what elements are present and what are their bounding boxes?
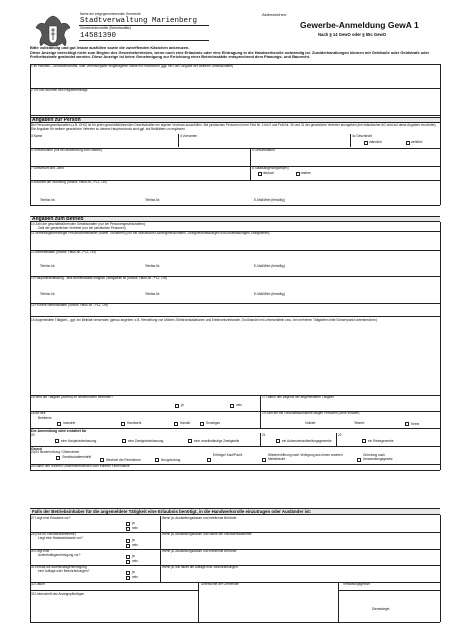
trade-label: Handel [180,421,191,425]
field-13-label: 13 Hauptniederlassung - falls Betriebsstätte lediglich Zweigstelle ist (Straße, Haus-Nr., PLZ, Ort) [31,276,167,280]
restriction-yes-checkbox[interactable] [126,571,130,575]
field-18-label: 18 Art des [31,411,46,415]
field-6-label: 6 Geburtsdatum [252,148,275,152]
partner-entry-checkbox[interactable] [56,456,60,460]
permit-no-checkbox[interactable] [126,527,130,531]
permit-yes-checkbox[interactable] [126,522,130,526]
field-20-label: 20 [31,433,35,437]
founding-checkbox[interactable] [155,458,159,462]
restriction-no-label: nein [132,575,139,579]
field-18b-label: Betriebes [38,416,52,420]
code-caption: Gemeindekennziffer (Betriebsstätte) [80,26,131,30]
field-19-label: 19 Zahl der bei Geschäftsaufnahme tätigen Personen (ohne Inhaber) [262,411,360,415]
machine-label: ein Automatenaufstellungsgewerbe [282,439,332,443]
registered-for-label: Die Anmeldung wird erstattet für [31,429,87,433]
field-28b-label: Liegt eine Handwerkskarte vor? [38,536,83,540]
fax-label-13: Telefax-Nr. [145,292,161,296]
field-4-label: 4 Vornamen [180,134,198,138]
sideline-no-checkbox[interactable] [230,404,234,408]
field-15-label: 15 Angemeldete Tätigkeit – ggf. ein Beiblatt verwenden (genau angeben: z.B. Herstellung von Möbeln, Elektroinstallationen und Elektroeinzelhandel, Großhandel mit Lebensmitteln usw.; bei mehreren Tätigkeiten bitte Schwerpunkt unterstreichen) [31,318,377,322]
misc-label: Sonstiges [206,421,220,425]
field-27-label: 27 Liegt eine Erlaubnis vor? [31,516,71,520]
field-28-label: 28 (Nur für Handwerksbetriebe) [31,532,76,536]
form-title: Gewerbe-Anmeldung GewA 1 [300,20,419,30]
craft-card-yes-checkbox[interactable] [126,539,130,543]
instruction-line2: Diese Anzeige berechtigt nicht zum Beginn des Gewerbebetriebes, wenn noch eine Erlaubnis oder eine Eintragung in die Handwerksrolle notwendig ist. Zuwiderhandlungen können mit Geldbuße oder Geldstrafe oder Freiheitsstrafe geahndet werden. Diese Anzeige ist keine Genehmigung zur Errichtung einer Betriebsstätte entsprechend dem Planungs- und Baurecht. [30,50,430,60]
dependent-branch-label: eine unselbständige Zweigstelle [194,439,240,443]
craft-card-yes-label: ja [132,538,135,542]
craft-checkbox[interactable] [121,422,125,426]
craft-card-no-label: nein [132,543,139,547]
permit-yes-label: ja [132,521,135,525]
authority-caption: Name der entgegennehmenden Gemeinde [80,12,141,16]
field-31b-label: eine Auflage oder Beschränkungen? [38,569,90,573]
file-ref-label: Aktenzeichen: [262,12,288,17]
main-branch-label: eine Hauptniederlassung [61,439,97,443]
fax-label-9: Telefax-Nr. [145,198,161,202]
field-12-label: 12 Betriebsstätte (Straße, Haus-Nr., PLZ, Ort) [31,250,96,254]
reason-label: Grund [31,447,42,451]
field-21-label: 21 [262,433,266,437]
sideline-yes-checkbox[interactable] [175,404,179,408]
field-9-label: 9 Anschrift der Wohnung (Straße, Haus-Nr., PLZ, Ort) [31,180,107,184]
field-30-label: 30 Liegt eine [31,549,50,553]
phone-label-13: Telefon-Nr. [40,292,56,296]
field-30-right: Wenn ja, Ausstellungsdatum und erteilende Behörde: [162,549,238,553]
field-16-label: 16 Wird die Tätigkeit (vorerst) im Nebenerwerb betrieben? [31,395,113,399]
person-note: Bei Personengesellschaften (z.B. OHG) ist für jeden geschäftsführenden Gesellschafter ein eigener Vordruck auszufüllen. Bei juristischen Personen ist bei Feld Nr. 3 bis 9 und Feld Nr. 30 und 31 der gesetzliche Vertreter anzugeben (bei inländischer AG wird auf diese Angaben verzichtet). Die Angaben für weitere gesetzliche Vertreter zu diesem Hauptvordruck sind ggf. auf Beiblättern zu ergänzen. [31,123,437,131]
phone-label-12: Telefon-Nr. [40,264,56,268]
field-30b-label: Aufenthaltsgenehmigung vor? [38,553,81,557]
authority-name[interactable]: Stadtverwaltung Marienberg [80,17,198,25]
partner-entry-label: Gesellschaftereintritt [62,455,92,459]
field-8-label: 8 Staatsangehörigkeit(en) [252,166,289,170]
email-label-13: E-Mail/Web (freiwillig) [254,292,285,296]
inherit-label: Erbfolge/ Kauf/Pacht [213,453,243,457]
field-2-label: 2 Ort und Nummer des Registereintrags [31,88,88,92]
industry-label: Industrie [63,421,76,425]
field-23-label: 23/24 Neuerrichtung / Übernahme [31,450,80,454]
german-label: deutsch [263,171,275,175]
field-11-label: 11 Vertretungsberechtigte Person/Betriebsleiter (Name, Vornamen) (nur bei inländischen Aktiengesellschaften, Zweigniederlassungen und unselbständigen Zweigstellen) [31,231,270,235]
no-staff-checkbox[interactable] [405,422,409,426]
female-label: weiblich [411,140,423,144]
permit-no-label: nein [132,526,139,530]
instruction-line1: Bitte vollständig und gut lesbar ausfüllen sowie die zutreffenden Kästchen ankreuzen. [30,45,190,50]
fax-label-12: Telefax-Nr. [145,264,161,268]
sideline-no-label: nein [236,403,243,407]
code-value[interactable]: 14581390 [80,32,117,40]
other-nationality-label: andere [301,171,311,175]
field-14-label: 14 Frühere Betriebsstätte (Straße, Haus-Nr., PLZ, Ort) [31,303,108,307]
field-28-right: Wenn ja, Ausstellungsdatum und Name der Handwerkskammer: [162,532,253,536]
phone-label-9: Telefon-Nr. [40,198,56,202]
parttime-label: Teilzeit: [354,421,365,425]
trade-checkbox[interactable] [174,422,178,426]
field-27-right: Wenn ja, Ausstellungsdatum und erteilende Behörde: [162,516,238,520]
email-label-12: E-Mail/Web (freiwillig) [254,264,285,268]
field-22-label: 22 [338,433,342,437]
travel-label: ein Reisegewerbe [368,439,394,443]
residence-no-checkbox[interactable] [126,560,130,564]
craft-label: Handwerk [127,421,142,425]
residence-yes-checkbox[interactable] [126,555,130,559]
male-checkbox[interactable] [364,141,368,145]
municipality-signature-label: Unterschrift der Gemeinde: [201,582,240,586]
german-checkbox[interactable] [258,172,262,176]
no-staff-label: Keine [411,422,420,426]
field-32-label: 32 Datum [31,582,45,586]
field-17-label: 17 Datum des Beginns der angemeldeten Tätigkeit [262,395,334,399]
residence-no-label: nein [132,559,139,563]
fulltime-label: Vollzeit: [305,421,316,425]
industry-checkbox[interactable] [57,422,61,426]
field-7-label: 7 Geburtsort und –land [31,166,64,170]
female-checkbox[interactable] [406,141,410,145]
legal-form-change-label: Wechsel der Rechtsform [106,458,141,462]
residence-yes-label: ja [132,554,135,558]
field-10-label: 10 Zahl der geschäftsführenden Gesellschafter (nur bei Personengesellschaften); [31,222,146,226]
restriction-yes-label: ja [132,570,135,574]
founding-label: Neugründung [161,458,181,462]
conversion-checkbox[interactable] [357,458,361,462]
misc-checkbox[interactable] [200,422,204,426]
conversion-label: Gründung nach Umwandlungsgesetz [363,453,393,461]
craft-card-no-checkbox[interactable] [126,544,130,548]
sideline-yes-label: ja [181,403,184,407]
official-seal-label: Dienstsiegel [372,607,390,611]
form-subtitle: Nach § 14 GewO oder § 55c GewO [318,32,386,37]
business-section-title: Angaben zum Betrieb [30,216,440,222]
inherit-checkbox[interactable] [207,458,211,462]
field-5-label: 5 Geburtsname (nur bei Abweichung vom Namen) [31,148,102,152]
field-31-right: Wenn ja, wie lautet die Auflage bzw. Beschränkungen: [162,565,239,569]
field-33-label: 33 Unterschrift des Anzeigepflichtigen [31,592,85,596]
restriction-no-checkbox[interactable] [126,576,130,580]
male-label: männlich [369,140,382,144]
field-31-label: 31 Enthält die Aufenthaltsgenehmigung [31,565,87,569]
dependent-branch-checkbox[interactable] [188,439,192,443]
email-label-9: E-Mail/Web (freiwillig) [254,198,285,202]
admin-fee-label: Verwaltungsgebühr [343,582,371,586]
relocation-checkbox[interactable] [262,458,266,462]
field-4c-label: 4c Geschlecht [352,134,373,138]
relocation-label: Wiedereröffnung nach Verlegung aus einem anderen Meldebezirk [268,453,343,461]
field-1-label: 1 Im Handels-, Genossenschafts- oder Vereinsregister eingetragener Name mit Rechtsform (ggf. bei GbR: Angabe der weiteren Gesellschafter) [31,64,234,68]
travel-checkbox[interactable] [362,439,366,443]
person-section-title: Angaben zur Person [30,117,440,123]
branch-checkbox[interactable] [122,439,126,443]
branch-label: eine Zweigniederlassung [128,439,164,443]
field-10b-label: Zahl der gesetzlichen Vertreter (nur bei juristischen Personen) [38,226,126,230]
field-3-label: 3 Name [31,134,43,138]
main-branch-checkbox[interactable] [55,439,59,443]
machine-checkbox[interactable] [276,439,280,443]
permits-section-title: Falls der Betriebsinhaber für die angemeldete Tätigkeit eine Erlaubnis benötigt, in die Handwerksrolle einzutragen oder Ausländer ist: [30,508,440,515]
field-26-label: 26 Name des früheren Gewerbetreibenden oder früherer Firmenname [31,464,130,468]
other-nationality-checkbox[interactable] [296,172,300,176]
legal-form-change-checkbox[interactable] [100,458,104,462]
